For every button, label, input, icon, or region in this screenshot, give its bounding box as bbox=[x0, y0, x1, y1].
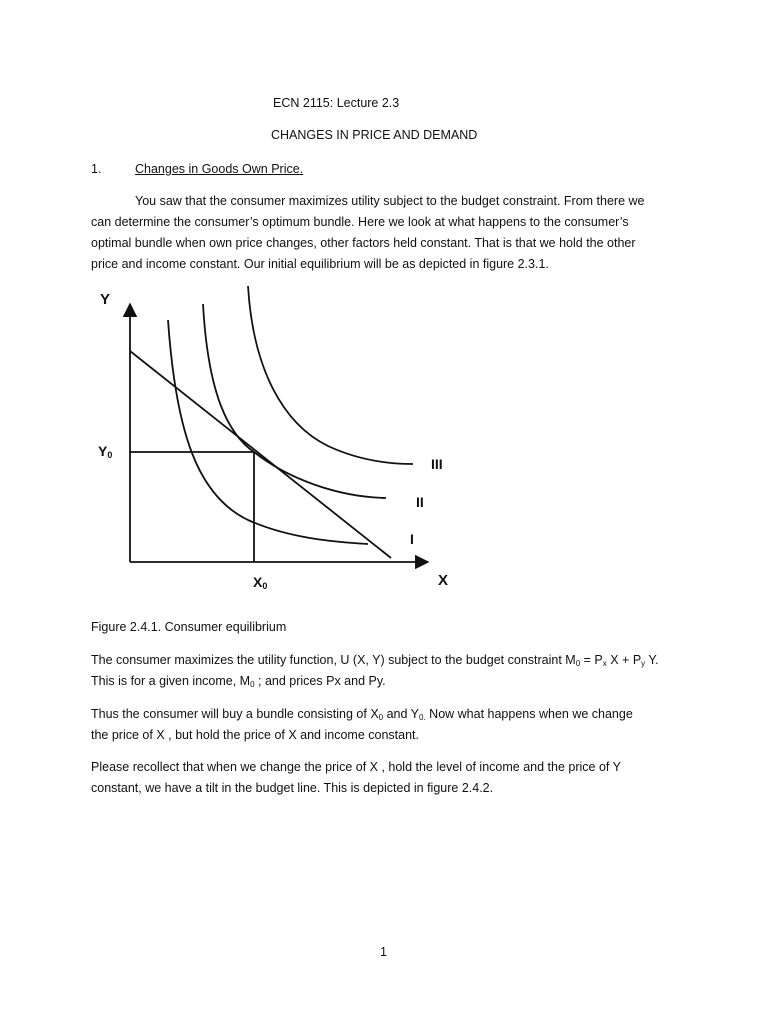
page-title: CHANGES IN PRICE AND DEMAND bbox=[271, 128, 478, 142]
intro-line-1: You saw that the consumer maximizes utility subject to the budget constraint. From there we bbox=[135, 194, 645, 208]
lecture-heading: ECN 2115: Lecture 2.3 bbox=[273, 96, 400, 110]
paragraph-bundle: Thus the consumer will buy a bundle consisting of $X_0$ and $Y_{0.}$ Now what happens when we change the price of X , but hold the price of X and income constant. bbox=[91, 707, 633, 742]
section-number: 1. bbox=[91, 162, 102, 176]
indifference-curve-i bbox=[168, 320, 368, 544]
paragraph-utility-maximization: The consumer maximizes the utility function, U (X, Y) subject to the budget constraint $M_0 = P_x$ $X + P_y$ Y. This is for a given income, $M_0$ ; and prices Px and Py. bbox=[91, 653, 659, 689]
y-axis-label: Y bbox=[100, 291, 111, 308]
curve-label-ii: II bbox=[416, 494, 424, 510]
figure-caption: Figure 2.4.1. Consumer equilibrium bbox=[91, 620, 287, 634]
indifference-curve-iii bbox=[248, 286, 413, 464]
paragraph-budget-tilt: Please recollect that when we change the price of X , hold the level of income and the price of Y constant, we have a tilt in the budget line. This is depicted in figure 2.4.2. bbox=[91, 760, 621, 795]
consumer-equilibrium-figure bbox=[88, 284, 468, 602]
page-number: 1 bbox=[380, 945, 387, 959]
x-axis-label: X bbox=[438, 572, 449, 589]
intro-line-4: price and income constant. Our initial equilibrium will be as depicted in figure 2.3.1. bbox=[91, 257, 549, 271]
y0-label: Y0 bbox=[98, 443, 113, 460]
curve-label-i: I bbox=[410, 531, 414, 547]
intro-line-3: optimal bundle when own price changes, other factors held constant. That is that we hold the other bbox=[91, 236, 636, 250]
indifference-curve-ii bbox=[203, 304, 386, 498]
intro-line-2: can determine the consumer’s optimum bundle. Here we look at what happens to the consumer’s bbox=[91, 215, 629, 229]
curve-label-iii: III bbox=[431, 456, 443, 472]
x0-label: X0 bbox=[253, 574, 268, 591]
section-heading: Changes in Goods Own Price. bbox=[135, 162, 304, 176]
